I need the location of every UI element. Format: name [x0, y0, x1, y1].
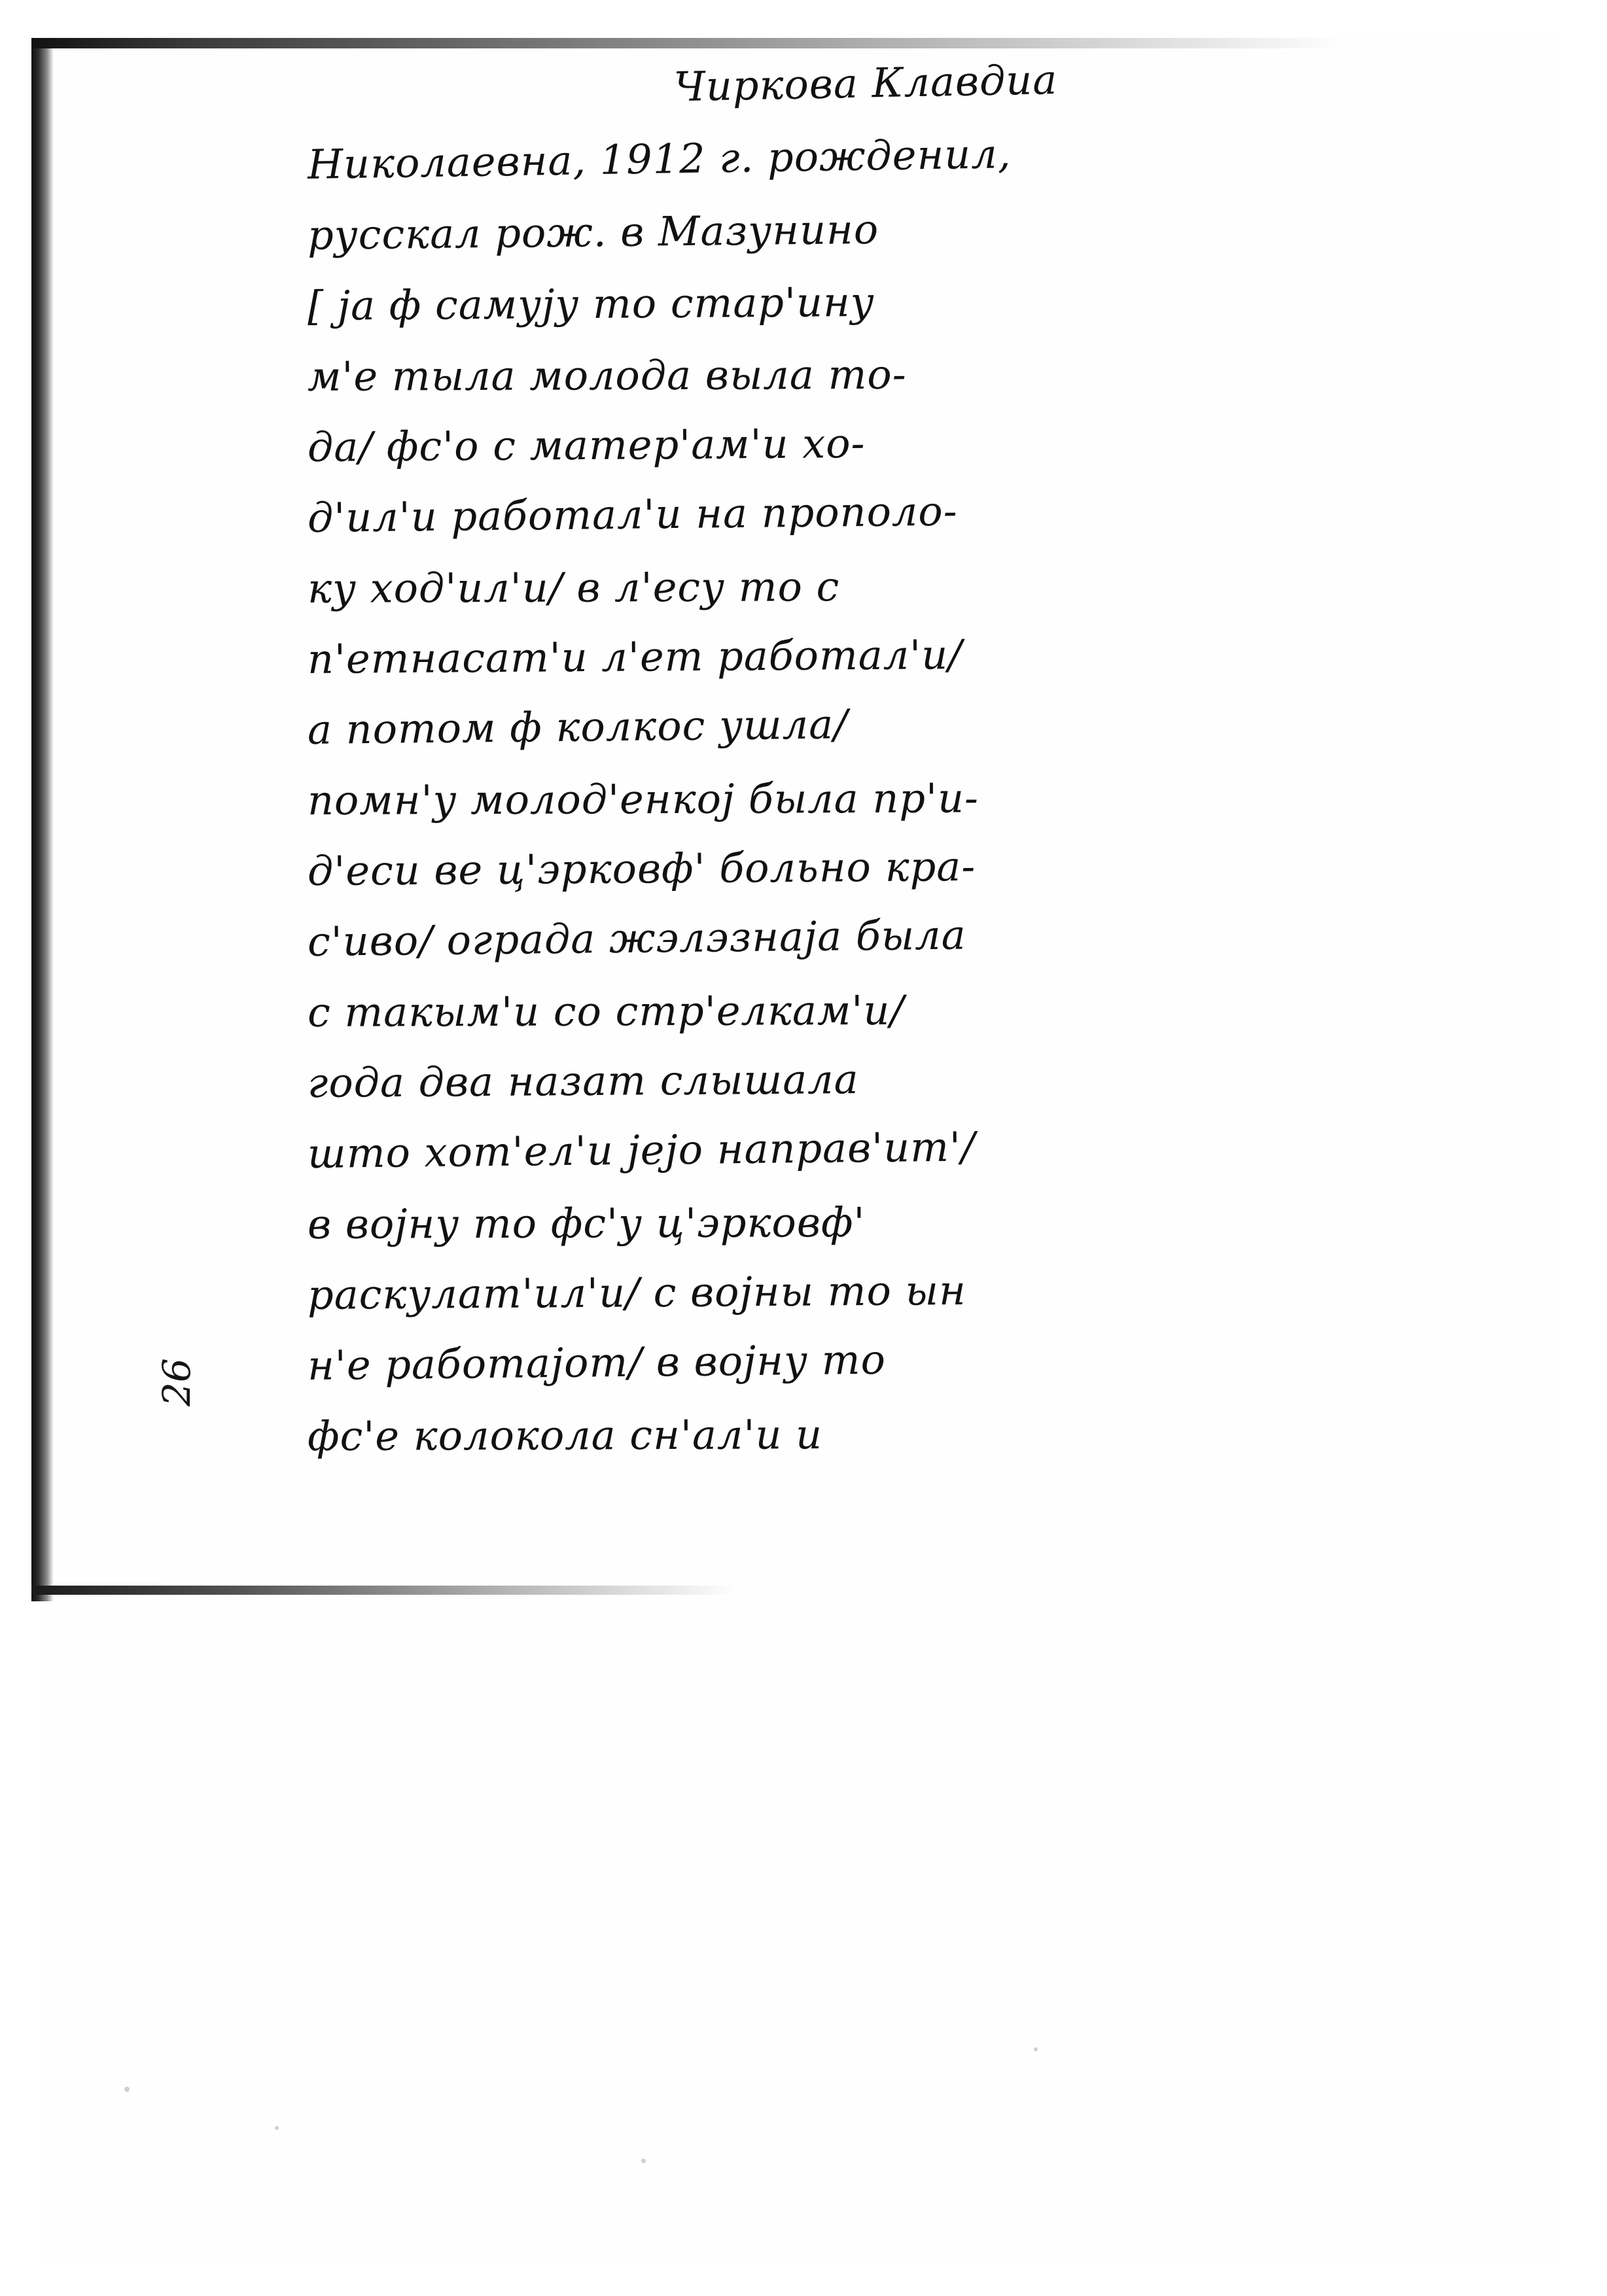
handwritten-line: Чиркова Клавдиа	[673, 55, 1058, 111]
handwritten-line: года два назат слышала	[307, 1055, 859, 1107]
handwritten-line: фс'е колокола сн'ал'и и	[307, 1410, 823, 1460]
handwritten-line: д'ил'и работал'и на прополо-	[307, 487, 958, 542]
scan-speck	[124, 2087, 130, 2092]
handwritten-line: што хот'ел'и јејо направ'ит'/	[307, 1122, 976, 1177]
handwritten-line: д'еси ве ц'эрковф' больно кра-	[307, 842, 976, 895]
scan-speck	[275, 2126, 279, 2130]
handwritten-line: [ ја ф самују то стар'ину	[307, 277, 875, 330]
handwritten-line: русскал рож. в Мазунино	[307, 205, 879, 259]
handwritten-line: м'е тыла молода выла то-	[307, 350, 907, 400]
scan-gutter-shadow-left	[31, 38, 54, 1601]
scan-speck	[1034, 2047, 1038, 2051]
handwritten-line: да/ фс'о с матер'ам'и хо-	[307, 419, 866, 471]
page-number: 26	[154, 1358, 199, 1406]
handwritten-line: п'етнасат'и л'ет работал'и/	[307, 631, 963, 683]
handwritten-text-block	[307, 55, 1420, 1472]
handwritten-line: н'е работајот/ в војну то	[307, 1335, 887, 1389]
handwritten-line: Николаевна, 1912 г. рожденил,	[307, 130, 1012, 188]
handwritten-line: с такым'и со стр'елкам'и/	[307, 986, 905, 1036]
handwritten-line: ку ход'ил'и/ в л'есу то с	[307, 563, 840, 612]
scan-gutter-shadow-bottom	[31, 1586, 738, 1595]
handwritten-line: помн'у молод'енкој была пр'и-	[307, 774, 980, 824]
handwritten-line: раскулат'ил'и/ с војны то ын	[307, 1266, 967, 1319]
scan-speck	[641, 2159, 646, 2163]
handwritten-line: в војну то фс'у ц'эрковф'	[307, 1198, 866, 1248]
handwritten-line: с'иво/ ограда жэлэзнаја была	[307, 911, 967, 965]
handwritten-line: а потом ф колкос ушла/	[307, 700, 849, 754]
